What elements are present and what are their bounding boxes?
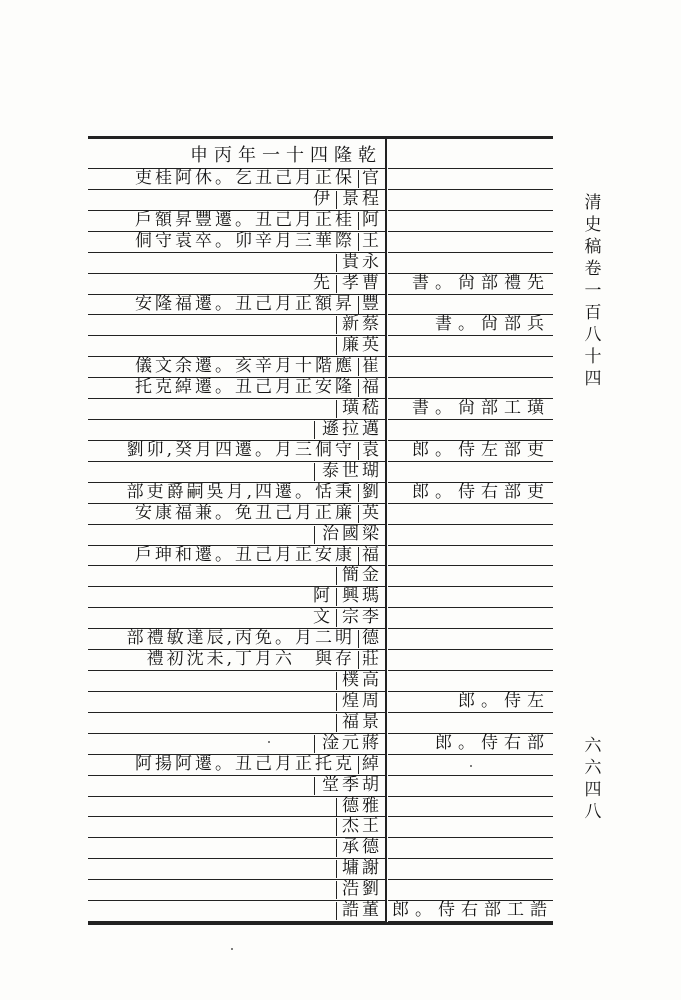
official-name: 治國梁: [322, 524, 382, 545]
name-cell-divider: [336, 254, 337, 272]
right-row-rule: [388, 210, 553, 211]
name-cell-divider: [358, 212, 359, 230]
name-cell-divider: [358, 296, 359, 314]
official-name: 廉英: [342, 335, 382, 356]
right-row-rule: [388, 252, 553, 253]
official-name: 阿: [362, 210, 382, 231]
official-name: 杰王: [342, 816, 382, 837]
official-name: 孝曹: [342, 273, 382, 294]
name-cell-divider: [314, 777, 315, 795]
appointment-note: 阿揚阿遷。丑己月正托克: [135, 754, 355, 775]
appointment-note: 戶珅和遷。丑己月正安康: [135, 545, 355, 566]
name-cell-divider: [336, 316, 337, 334]
office-title: 郎。侍左部吏: [412, 440, 550, 461]
right-row-rule: [388, 565, 553, 566]
official-name: 遜拉邁: [322, 419, 382, 440]
table-top-rule: [88, 136, 553, 139]
official-name: 王: [362, 231, 382, 252]
header-row-text: 申丙年一十四隆乾: [190, 145, 382, 166]
name-cell-divider: [336, 693, 337, 711]
official-name: 樸高: [342, 670, 382, 691]
appointment-note: 阿: [313, 586, 333, 607]
name-cell-divider: [336, 275, 337, 293]
name-cell-divider: [314, 421, 315, 439]
name-cell-divider: [336, 400, 337, 418]
name-cell-divider: [358, 547, 359, 565]
appointment-note: 吏桂阿休。乞丑己月正保: [135, 168, 355, 189]
right-row-rule: [388, 712, 553, 713]
official-name: 淦元蔣: [322, 733, 382, 754]
appointment-note: 禮初沈未,丁月六 與存: [146, 649, 355, 670]
name-cell-divider: [358, 358, 359, 376]
official-name: 福: [362, 545, 382, 566]
official-name: 宗李: [342, 607, 382, 628]
right-row-rule: [388, 419, 553, 420]
official-name: 煌周: [342, 691, 382, 712]
name-cell-divider: [336, 567, 337, 585]
name-cell-divider: [336, 818, 337, 836]
column-divider: [385, 138, 387, 922]
name-cell-divider: [336, 609, 337, 627]
right-row-rule: [388, 628, 553, 629]
official-name: 承德: [342, 837, 382, 858]
name-cell-divider: [358, 651, 359, 669]
right-row-rule: [388, 649, 553, 650]
office-title: 郎。侍左: [458, 691, 550, 712]
name-cell-divider: [336, 839, 337, 857]
name-cell-divider: [336, 798, 337, 816]
right-row-rule: [388, 503, 553, 504]
speck: [470, 765, 472, 767]
official-name: 崔: [362, 356, 382, 377]
appointment-note: 劉卯,癸月四遷。月三侗守: [126, 440, 355, 461]
speck: [231, 948, 233, 950]
right-row-rule: [388, 294, 553, 295]
appointment-note: 安隆福遷。丑己月正額昇: [135, 294, 355, 315]
name-cell-divider: [314, 526, 315, 544]
page-number: 六六四八: [584, 736, 602, 822]
appointment-note: 戶額昇豐遷。丑己月正桂: [135, 210, 355, 231]
right-row-rule: [388, 607, 553, 608]
official-name: 英: [362, 503, 382, 524]
official-name: 劉: [362, 482, 382, 503]
right-row-rule: [388, 754, 553, 755]
name-cell-divider: [358, 442, 359, 460]
name-cell-divider: [314, 735, 315, 753]
name-cell-divider: [336, 672, 337, 690]
right-row-rule: [388, 796, 553, 797]
name-cell-divider: [336, 191, 337, 209]
left-row-rule: [88, 921, 385, 922]
speck: [268, 741, 270, 743]
name-cell-divider: [358, 170, 359, 188]
right-row-rule: [388, 816, 553, 817]
name-cell-divider: [358, 484, 359, 502]
right-row-rule: [388, 775, 553, 776]
official-name: 誥董: [342, 900, 382, 921]
appointment-note: 部禮敏達辰,丙免。月二明: [126, 628, 355, 649]
right-row-rule: [388, 335, 553, 336]
official-name: 德雅: [342, 796, 382, 817]
right-row-rule: [388, 524, 553, 525]
official-name: 堂季胡: [322, 775, 382, 796]
right-row-rule: [388, 670, 553, 671]
appointment-note: 安康福兼。免丑己月正廉: [135, 503, 355, 524]
office-title: 書。尙部禮先: [412, 273, 550, 294]
name-cell-divider: [358, 233, 359, 251]
appointment-note: 儀文余遷。亥辛月十階應: [135, 356, 355, 377]
right-row-rule: [388, 545, 553, 546]
appointment-note: 伊: [313, 189, 333, 210]
name-cell-divider: [336, 860, 337, 878]
official-name: 袁: [362, 440, 382, 461]
official-name: 貴永: [342, 252, 382, 273]
official-name: 莊: [362, 649, 382, 670]
official-name: 泰世瑚: [322, 461, 382, 482]
name-cell-divider: [314, 463, 315, 481]
official-name: 官: [362, 168, 382, 189]
table-bottom-rule: [88, 922, 553, 925]
official-name: 福景: [342, 712, 382, 733]
appointment-note: 托克綽遷。丑己月正安隆: [135, 377, 355, 398]
official-name: 墉謝: [342, 858, 382, 879]
right-row-rule: [388, 879, 553, 880]
office-title: 郎。侍右部吏: [412, 482, 550, 503]
official-name: 景程: [342, 189, 382, 210]
right-row-rule: [388, 356, 553, 357]
name-cell-divider: [336, 881, 337, 899]
right-row-rule: [388, 231, 553, 232]
book-title: 清史稿卷一百八十四: [584, 193, 602, 389]
right-row-rule: [388, 921, 553, 922]
right-row-rule: [388, 168, 553, 169]
official-name: 福: [362, 377, 382, 398]
name-cell-divider: [358, 379, 359, 397]
office-title: 書。尙部兵: [435, 314, 550, 335]
appointment-note: 部吏爵嗣吳月,四遷。恬秉: [126, 482, 355, 503]
appointment-note: 先: [313, 273, 333, 294]
official-name: 簡金: [342, 565, 382, 586]
official-name: 綽: [362, 754, 382, 775]
right-row-rule: [388, 837, 553, 838]
name-cell-divider: [336, 337, 337, 355]
official-name: 新蔡: [342, 314, 382, 335]
office-title: 郎。侍右部工誥: [392, 900, 553, 921]
official-name: 璜嵇: [342, 398, 382, 419]
appointment-note: 侗守袁卒。卯辛月三華際: [135, 231, 355, 252]
right-row-rule: [388, 858, 553, 859]
right-row-rule: [388, 586, 553, 587]
name-cell-divider: [336, 902, 337, 920]
name-cell-divider: [358, 756, 359, 774]
name-cell-divider: [336, 714, 337, 732]
name-cell-divider: [336, 588, 337, 606]
official-name: 浩劉: [342, 879, 382, 900]
name-cell-divider: [358, 505, 359, 523]
official-name: 德: [362, 628, 382, 649]
appointment-note: 文: [313, 607, 333, 628]
right-row-rule: [388, 461, 553, 462]
name-cell-divider: [358, 630, 359, 648]
official-name: 興瑪: [342, 586, 382, 607]
official-name: 豐: [362, 294, 382, 315]
right-row-rule: [388, 377, 553, 378]
office-title: 書。尙部工璜: [412, 398, 550, 419]
right-row-rule: [388, 189, 553, 190]
office-title: 郎。侍右部: [435, 733, 550, 754]
